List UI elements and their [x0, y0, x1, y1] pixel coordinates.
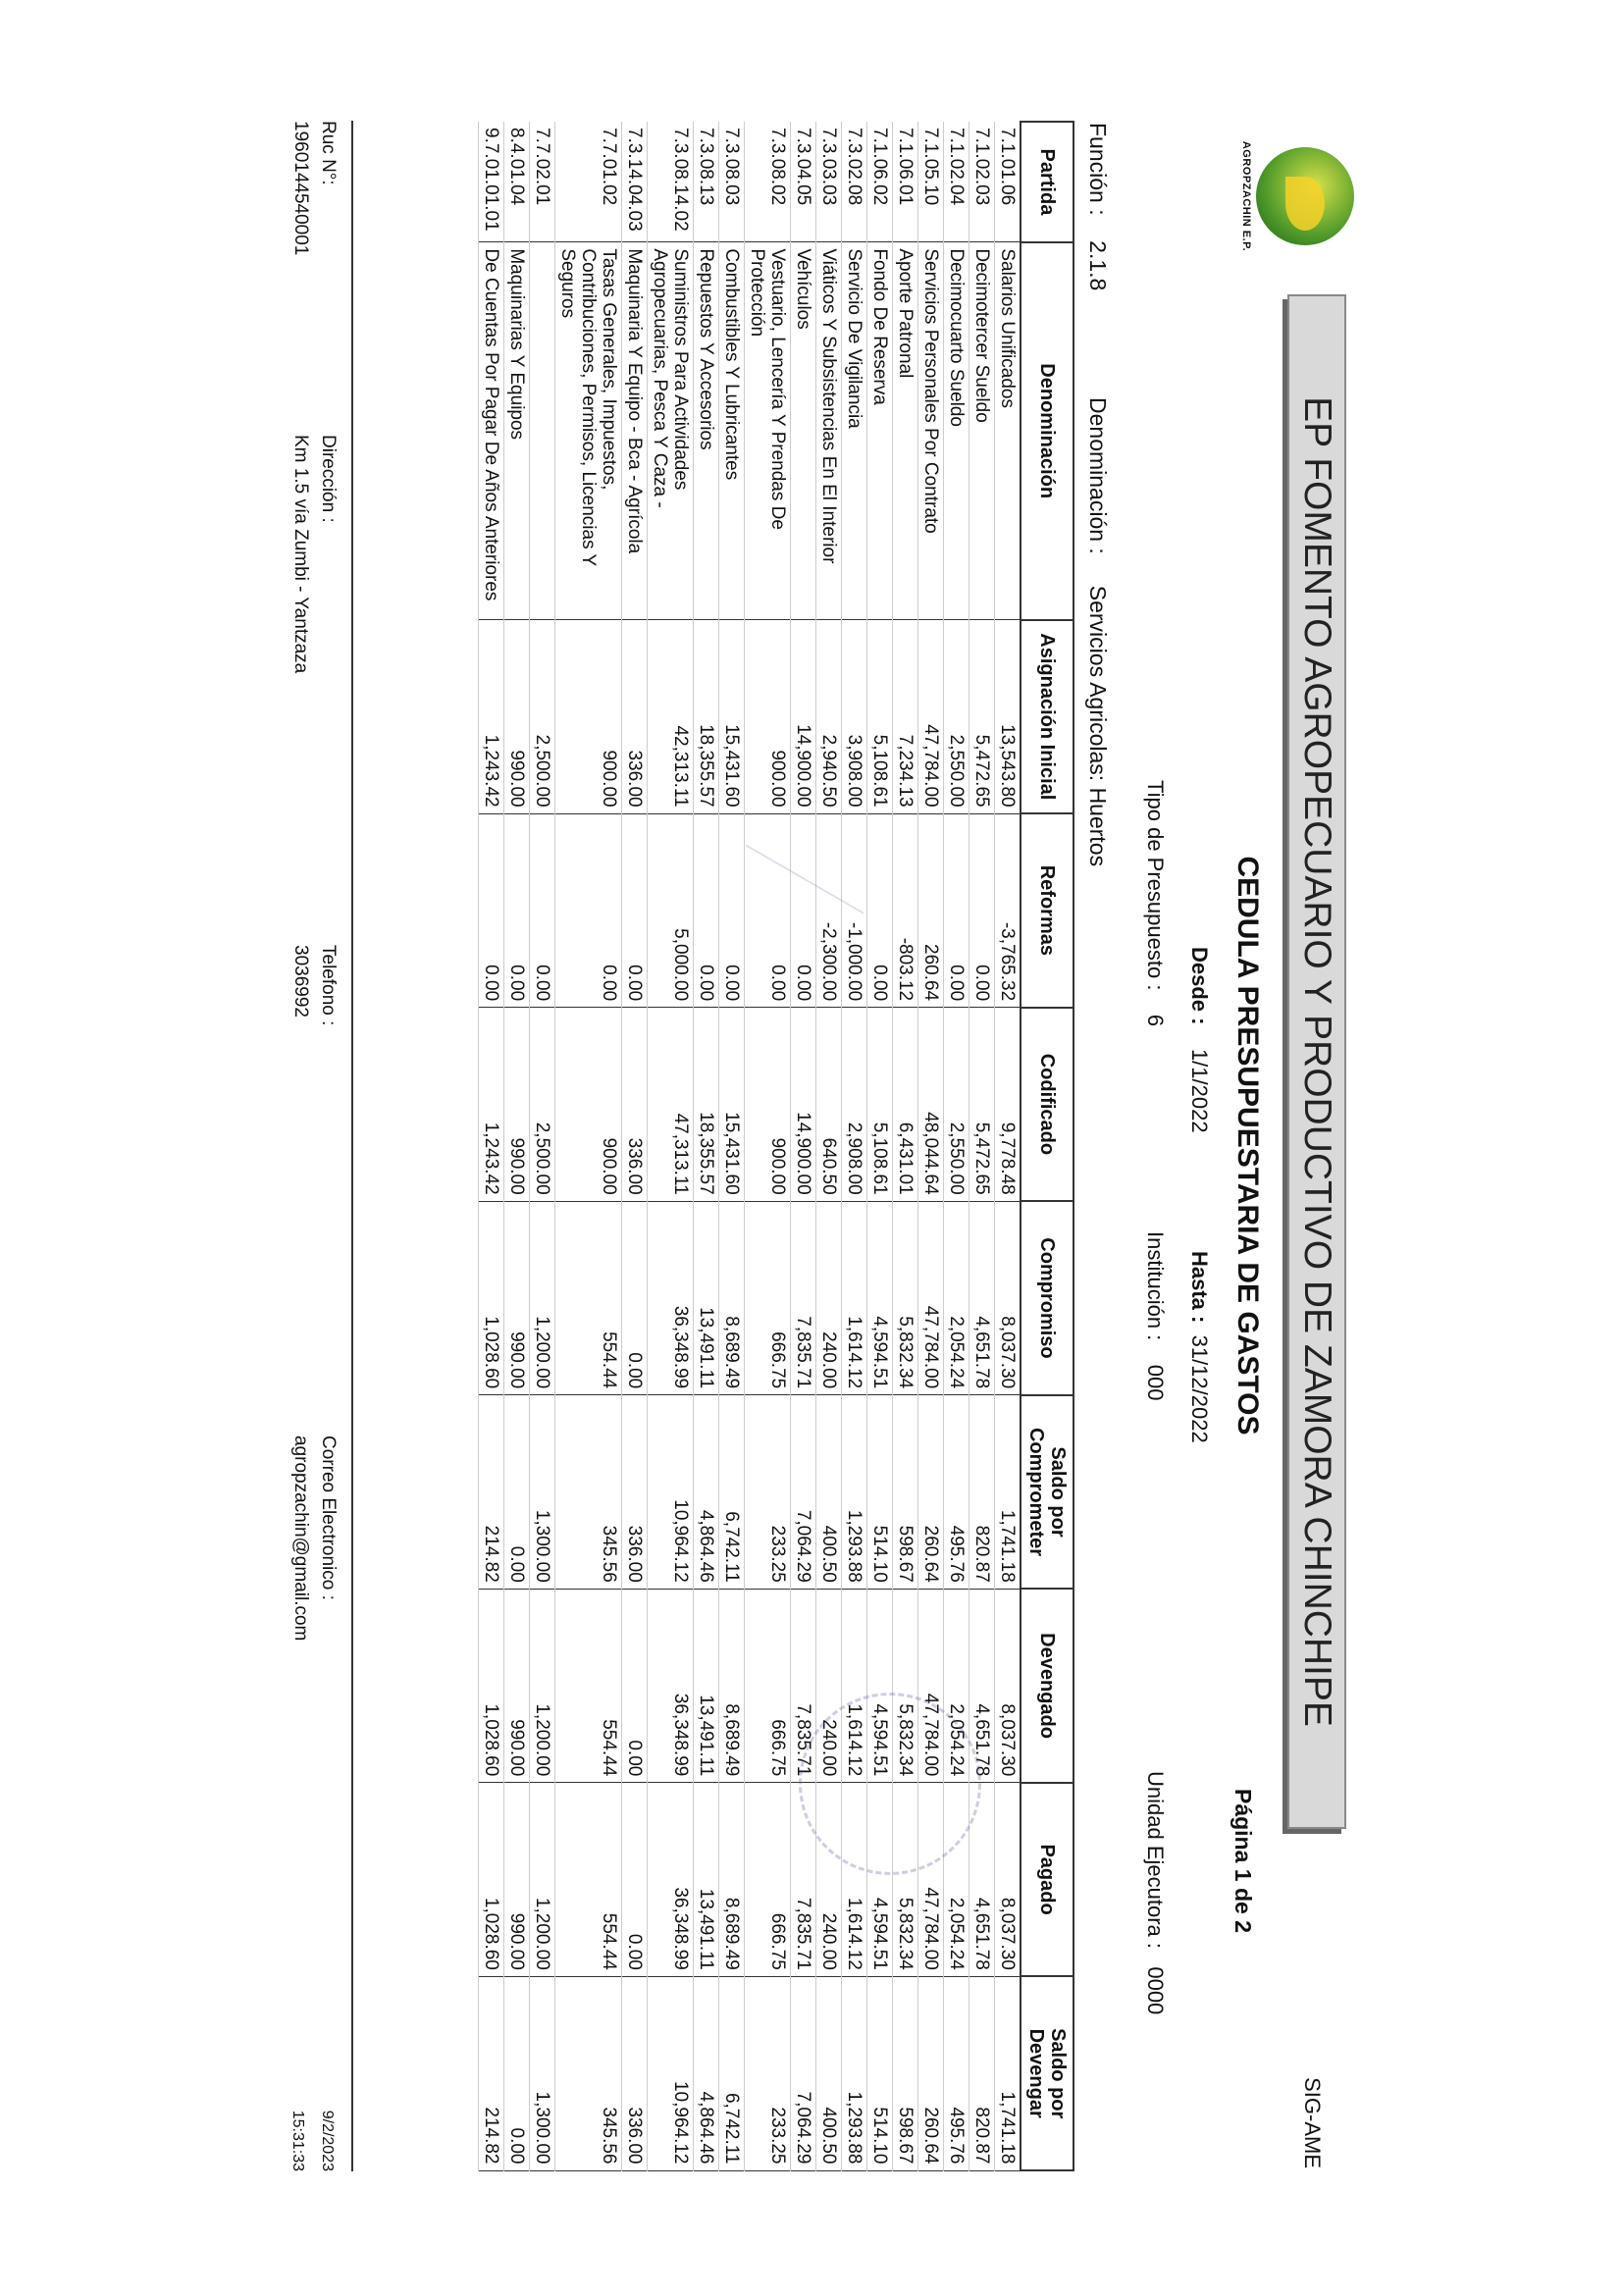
- cell-amount: 240.00: [816, 1589, 842, 1783]
- cell-amount: 2,500.00: [530, 620, 555, 814]
- table-row: [816, 122, 842, 2170]
- cell-amount: 13,491.11: [694, 1783, 719, 1977]
- cell-amount: 0.00: [622, 1201, 648, 1395]
- cell-amount: 900.00: [745, 620, 791, 814]
- cell-amount: 5,832.34: [893, 1783, 918, 1977]
- document-sheet: [240, 103, 1354, 2188]
- cell-amount: 820.87: [969, 1976, 995, 2170]
- cell-amount: 9,778.48: [995, 1008, 1021, 1202]
- date-to: Hasta : 31/12/2022: [1187, 1251, 1212, 1443]
- cell-amount: 1,293.88: [842, 1976, 867, 2170]
- cell-amount: -1,000.00: [842, 813, 867, 1008]
- table-row: [719, 122, 745, 2170]
- cell-amount: 336.00: [622, 1395, 648, 1590]
- cell-amount: 47,784.00: [918, 1201, 944, 1395]
- cell-partida: 7.3.08.02: [745, 122, 791, 242]
- cell-amount: 0.00: [791, 813, 816, 1008]
- col-reformas: Reformas: [1021, 813, 1073, 1008]
- cell-amount: 7,064.29: [791, 1976, 816, 2170]
- cell-amount: 0.00: [622, 1589, 648, 1783]
- budget-type: Tipo de Presupuesto : 6: [1143, 780, 1168, 1027]
- cell-amount: 1,300.00: [530, 1395, 555, 1590]
- cell-amount: 0.00: [504, 1395, 530, 1590]
- cell-amount: 400.50: [816, 1976, 842, 2170]
- cell-partida: 7.3.03.03: [816, 122, 842, 242]
- cell-partida: 7.1.02.04: [944, 122, 969, 242]
- cell-amount: 554.44: [555, 1783, 622, 1977]
- cell-amount: 1,741.18: [995, 1976, 1021, 2170]
- cell-partida: 7.7.02.01: [530, 122, 555, 242]
- cell-amount: 666.75: [745, 1783, 791, 1977]
- cell-amount: 240.00: [816, 1201, 842, 1395]
- cell-amount: 7,835.71: [791, 1201, 816, 1395]
- col-pagado: Pagado: [1021, 1783, 1073, 1977]
- cell-amount: 8,037.30: [995, 1783, 1021, 1977]
- cell-amount: 240.00: [816, 1783, 842, 1977]
- cell-amount: 2,550.00: [944, 620, 969, 814]
- cell-amount: 15,431.60: [719, 620, 745, 814]
- cell-partida: 7.3.02.08: [842, 122, 867, 242]
- cell-amount: 2,908.00: [842, 1008, 867, 1202]
- col-saldo-devengar: Saldo por Devengar: [1021, 1976, 1073, 2170]
- cell-amount: 4,864.46: [694, 1395, 719, 1590]
- cell-amount: 820.87: [969, 1395, 995, 1590]
- cell-denominacion: Vestuario, Lencería Y Prendas De Protección: [745, 242, 791, 620]
- cell-denominacion: Maquinaria Y Equipo - Bca - Agrícola: [622, 242, 648, 620]
- cell-denominacion: Repuestos Y Accesorios: [694, 242, 719, 620]
- report-title: CEDULA PRESUPUESTARIA DE GASTOS: [1231, 856, 1264, 1435]
- cell-amount: 14,900.00: [791, 620, 816, 814]
- executing-unit: Unidad Ejecutora : 0000: [1143, 1771, 1168, 2015]
- table-body: [479, 122, 1021, 2170]
- cell-amount: 7,835.71: [791, 1783, 816, 1977]
- table-row: [504, 122, 530, 2170]
- cell-amount: 990.00: [504, 1008, 530, 1202]
- cell-amount: 5,472.65: [969, 1008, 995, 1202]
- cell-amount: 4,594.51: [867, 1589, 893, 1783]
- cell-amount: 1,614.12: [842, 1589, 867, 1783]
- cell-amount: 0.00: [555, 813, 622, 1008]
- cell-amount: 900.00: [555, 620, 622, 814]
- cell-amount: 233.25: [745, 1395, 791, 1590]
- cell-amount: 0.00: [479, 813, 504, 1008]
- cell-amount: 1,028.60: [479, 1783, 504, 1977]
- cell-partida: 7.3.08.14.02: [648, 122, 694, 242]
- cell-amount: 214.82: [479, 1395, 504, 1590]
- cell-amount: 990.00: [504, 1783, 530, 1977]
- cell-amount: 0.00: [622, 1783, 648, 1977]
- cell-amount: 36,348.99: [648, 1201, 694, 1395]
- table-row: [745, 122, 791, 2170]
- cell-amount: 6,742.11: [719, 1395, 745, 1590]
- cell-denominacion: De Cuentas Por Pagar De Años Anteriores: [479, 242, 504, 620]
- col-denominacion: Denominación: [1021, 242, 1073, 620]
- cell-amount: 2,054.24: [944, 1201, 969, 1395]
- footer-email: Correo Electronico : agropzachin@gmail.com: [290, 1435, 339, 1642]
- cell-amount: 1,243.42: [479, 1008, 504, 1202]
- footer: [289, 121, 353, 2171]
- cell-amount: 2,550.00: [944, 1008, 969, 1202]
- cell-amount: 2,054.24: [944, 1783, 969, 1977]
- cell-amount: 336.00: [622, 1976, 648, 2170]
- cell-amount: 666.75: [745, 1589, 791, 1783]
- cell-denominacion: Suministros Para Actividades Agropecuarias, Pesca Y Caza -: [648, 242, 694, 620]
- cell-amount: 1,028.60: [479, 1201, 504, 1395]
- cell-denominacion: Decimotercer Sueldo: [969, 242, 995, 620]
- cell-amount: 336.00: [622, 1008, 648, 1202]
- footer-ruc: Ruc N°: 1960144540001: [290, 121, 339, 256]
- cell-amount: 18,355.57: [694, 620, 719, 814]
- cell-denominacion: Viáticos Y Subsistencias En El Interior: [816, 242, 842, 620]
- cell-partida: 7.1.06.01: [893, 122, 918, 242]
- cell-amount: 2,500.00: [530, 1008, 555, 1202]
- denomination-filter: Denominación : Servicios Agricolas: Huertos: [1085, 397, 1111, 867]
- cell-amount: 1,614.12: [842, 1201, 867, 1395]
- cell-partida: 7.3.14.04.03: [622, 122, 648, 242]
- table-row: [530, 122, 555, 2170]
- cell-amount: 260.64: [918, 1976, 944, 2170]
- cell-partida: 8.4.01.04: [504, 122, 530, 242]
- cell-amount: -803.12: [893, 813, 918, 1008]
- cell-amount: 5,108.61: [867, 620, 893, 814]
- cell-amount: 336.00: [622, 620, 648, 814]
- cell-amount: 8,689.49: [719, 1783, 745, 1977]
- cell-amount: 5,832.34: [893, 1589, 918, 1783]
- cell-amount: 8,037.30: [995, 1201, 1021, 1395]
- cell-amount: 0.00: [969, 813, 995, 1008]
- table-row: [555, 122, 622, 2170]
- table-header-row: [1021, 122, 1073, 2170]
- cell-denominacion: Tasas Generales, Impuestos, Contribuciones, Permisos, Licencias Y Seguros: [555, 242, 622, 620]
- footer-print-datetime: 9/2/2023 15:31:33: [289, 2110, 336, 2171]
- cell-amount: 4,594.51: [867, 1783, 893, 1977]
- cell-partida: 7.1.06.02: [867, 122, 893, 242]
- cell-amount: 7,234.13: [893, 620, 918, 814]
- table-row: [694, 122, 719, 2170]
- cell-partida: 7.7.01.02: [555, 122, 622, 242]
- cell-amount: 14,900.00: [791, 1008, 816, 1202]
- cell-amount: 1,200.00: [530, 1783, 555, 1977]
- budget-table: [478, 121, 1074, 2171]
- cell-amount: 495.76: [944, 1976, 969, 2170]
- cell-amount: 36,348.99: [648, 1589, 694, 1783]
- cell-amount: 0.00: [622, 813, 648, 1008]
- cell-amount: 400.50: [816, 1395, 842, 1590]
- table-row: [648, 122, 694, 2170]
- col-devengado: Devengado: [1021, 1589, 1073, 1783]
- col-compromiso: Compromiso: [1021, 1201, 1073, 1395]
- footer-address: Dirección : Km 1.5 vía Zumbi - Yantzaza: [290, 435, 339, 674]
- cell-amount: 990.00: [504, 1201, 530, 1395]
- cell-amount: 8,037.30: [995, 1589, 1021, 1783]
- cell-amount: 5,832.34: [893, 1201, 918, 1395]
- cell-partida: 7.3.04.05: [791, 122, 816, 242]
- cell-amount: 5,000.00: [648, 813, 694, 1008]
- cell-amount: 3,908.00: [842, 620, 867, 814]
- logo-flower-icon: [1285, 177, 1325, 231]
- cell-amount: 18,355.57: [694, 1008, 719, 1202]
- cell-amount: 13,491.11: [694, 1201, 719, 1395]
- cell-amount: 7,835.71: [791, 1589, 816, 1783]
- system-name: SIG-AME: [1300, 2077, 1325, 2168]
- cell-amount: 1,200.00: [530, 1589, 555, 1783]
- cell-amount: 554.44: [555, 1589, 622, 1783]
- table-row: [995, 122, 1021, 2170]
- cell-amount: 5,108.61: [867, 1008, 893, 1202]
- cell-partida: 7.3.08.13: [694, 122, 719, 242]
- cell-partida: 7.1.05.10: [918, 122, 944, 242]
- cell-amount: 0.00: [745, 813, 791, 1008]
- col-asignacion-inicial: Asignación Inicial: [1021, 620, 1073, 814]
- cell-amount: 4,651.78: [969, 1201, 995, 1395]
- cell-amount: -3,765.32: [995, 813, 1021, 1008]
- cell-amount: 0.00: [944, 813, 969, 1008]
- table-row: [969, 122, 995, 2170]
- cell-denominacion: Fondo De Reserva: [867, 242, 893, 620]
- cell-amount: 10,964.12: [648, 1976, 694, 2170]
- cell-amount: 0.00: [530, 813, 555, 1008]
- cell-amount: 1,200.00: [530, 1201, 555, 1395]
- cell-amount: 1,243.42: [479, 620, 504, 814]
- cell-amount: 10,964.12: [648, 1395, 694, 1590]
- cell-amount: 0.00: [504, 1976, 530, 2170]
- cell-amount: 6,742.11: [719, 1976, 745, 2170]
- cell-partida: 7.1.02.03: [969, 122, 995, 242]
- cell-amount: 1,028.60: [479, 1589, 504, 1783]
- official-stamp: [799, 1693, 981, 1875]
- cell-amount: 598.67: [893, 1395, 918, 1590]
- cell-amount: 47,784.00: [918, 620, 944, 814]
- cell-amount: 554.44: [555, 1201, 622, 1395]
- cell-denominacion: [530, 242, 555, 620]
- cell-amount: 4,594.51: [867, 1201, 893, 1395]
- cell-denominacion: Maquinarias Y Equipos: [504, 242, 530, 620]
- cell-amount: 900.00: [745, 1008, 791, 1202]
- cell-denominacion: Salarios Unificados: [995, 242, 1021, 620]
- cell-amount: 1,614.12: [842, 1783, 867, 1977]
- cell-amount: 514.10: [867, 1976, 893, 2170]
- cell-amount: 0.00: [504, 813, 530, 1008]
- cell-amount: 4,864.46: [694, 1976, 719, 2170]
- cell-denominacion: Vehículos: [791, 242, 816, 620]
- cell-amount: 2,940.50: [816, 620, 842, 814]
- cell-amount: 495.76: [944, 1395, 969, 1590]
- organization-title: EP FOMENTO AGROPECUARIO Y PRODUCTIVO DE ZAMORA CHINCHIPE: [1287, 294, 1346, 1829]
- cell-amount: 260.64: [918, 1395, 944, 1590]
- col-codificado: Codificado: [1021, 1008, 1073, 1202]
- cell-amount: -2,300.00: [816, 813, 842, 1008]
- cell-amount: 15,431.60: [719, 1008, 745, 1202]
- table-row: [479, 122, 504, 2170]
- cell-amount: 13,543.80: [995, 620, 1021, 814]
- cell-amount: 13,491.11: [694, 1589, 719, 1783]
- cell-amount: 1,300.00: [530, 1976, 555, 2170]
- cell-amount: 214.82: [479, 1976, 504, 2170]
- cell-amount: 5,472.65: [969, 620, 995, 814]
- cell-amount: 8,689.49: [719, 1589, 745, 1783]
- institution: Institución : 000: [1143, 1231, 1168, 1401]
- cell-amount: 260.64: [918, 813, 944, 1008]
- cell-amount: 345.56: [555, 1976, 622, 2170]
- cell-amount: 42,313.11: [648, 620, 694, 814]
- cell-denominacion: Servicio De Vigilancia: [842, 242, 867, 620]
- table-row: [791, 122, 816, 2170]
- col-partida: Partida: [1021, 122, 1073, 242]
- cell-amount: 6,431.01: [893, 1008, 918, 1202]
- cell-amount: 0.00: [719, 813, 745, 1008]
- cell-partida: 7.3.08.03: [719, 122, 745, 242]
- cell-amount: 36,348.99: [648, 1783, 694, 1977]
- cell-amount: 666.75: [745, 1201, 791, 1395]
- table-row: [944, 122, 969, 2170]
- cell-amount: 2,054.24: [944, 1589, 969, 1783]
- cell-denominacion: Decimocuarto Sueldo: [944, 242, 969, 620]
- cell-denominacion: Aporte Patronal: [893, 242, 918, 620]
- cell-amount: 900.00: [555, 1008, 622, 1202]
- cell-denominacion: Servicios Personales Por Contrato: [918, 242, 944, 620]
- cell-amount: 0.00: [694, 813, 719, 1008]
- table-row: [622, 122, 648, 2170]
- cell-amount: 4,651.78: [969, 1589, 995, 1783]
- cell-amount: 47,313.11: [648, 1008, 694, 1202]
- cell-amount: 1,293.88: [842, 1395, 867, 1590]
- cell-amount: 4,651.78: [969, 1783, 995, 1977]
- cell-amount: 7,064.29: [791, 1395, 816, 1590]
- date-from: Desde : 1/1/2022: [1187, 947, 1212, 1133]
- col-saldo-comprometer: Saldo por Comprometer: [1021, 1395, 1073, 1590]
- cell-amount: 514.10: [867, 1395, 893, 1590]
- cell-amount: 990.00: [504, 620, 530, 814]
- cell-amount: 47,784.00: [918, 1589, 944, 1783]
- function-filter: Función : 2.1.8: [1085, 123, 1111, 291]
- footer-phone: Telefono : 3036992: [290, 945, 339, 1026]
- cell-amount: 48,044.64: [918, 1008, 944, 1202]
- cell-amount: 990.00: [504, 1589, 530, 1783]
- cell-denominacion: Combustibles Y Lubricantes: [719, 242, 745, 620]
- page-number: Página 1 de 2: [1230, 1788, 1256, 1933]
- logo-text: AGROPZACHIN E.P.: [1240, 140, 1252, 252]
- cell-partida: 9.7.01.01.01: [479, 122, 504, 242]
- cell-amount: 233.25: [745, 1976, 791, 2170]
- cell-amount: 8,689.49: [719, 1201, 745, 1395]
- cell-partida: 7.1.01.06: [995, 122, 1021, 242]
- cell-amount: 0.00: [867, 813, 893, 1008]
- cell-amount: 1,741.18: [995, 1395, 1021, 1590]
- cell-amount: 345.56: [555, 1395, 622, 1590]
- cell-amount: 47,784.00: [918, 1783, 944, 1977]
- cell-amount: 598.67: [893, 1976, 918, 2170]
- cell-amount: 640.50: [816, 1008, 842, 1202]
